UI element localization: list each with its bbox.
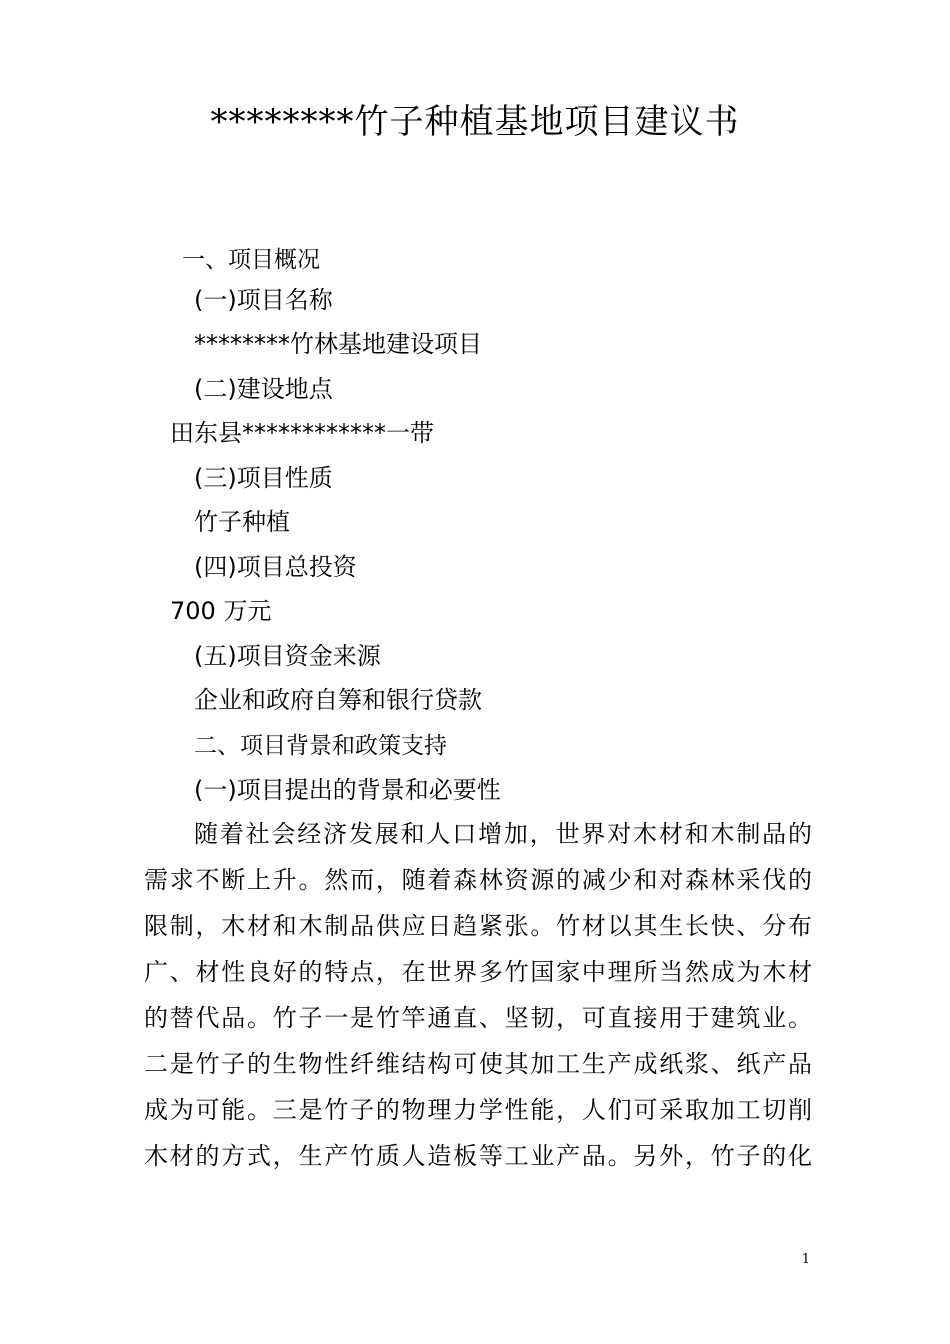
paragraph-line: 限制，木材和木制品供应日趋紧张。竹材以其生长快、分布 xyxy=(144,912,814,940)
item4-label: (四)项目总投资 xyxy=(194,553,357,581)
item1-value: ********竹林基地建设项目 xyxy=(194,330,482,358)
item1-label: (一)项目名称 xyxy=(194,286,333,314)
page-number: 1 xyxy=(801,1252,810,1267)
paragraph-line: 需求不断上升。然而，随着森林资源的减少和对森林采伐的 xyxy=(144,866,814,894)
item5-value: 企业和政府自筹和银行贷款 xyxy=(194,686,482,714)
paragraph-line: 成为可能。三是竹子的物理力学性能，人们可采取加工切削 xyxy=(144,1096,814,1124)
section2-sub1: (一)项目提出的背景和必要性 xyxy=(194,776,501,804)
item3-value: 竹子种植 xyxy=(194,508,290,536)
section2-heading: 二、项目背景和政策支持 xyxy=(194,733,447,759)
paragraph-line: 的替代品。竹子一是竹竿通直、坚韧，可直接用于建筑业。 xyxy=(144,1004,814,1032)
paragraph-line: 二是竹子的生物性纤维结构可使其加工生产成纸浆、纸产品 xyxy=(144,1050,814,1078)
document-title: ********竹子种植基地项目建议书 xyxy=(210,102,740,142)
item3-label: (三)项目性质 xyxy=(194,464,333,492)
paragraph-line: 广、材性良好的特点，在世界多竹国家中理所当然成为木材 xyxy=(144,958,814,986)
paragraph-line: 随着社会经济发展和人口增加，世界对木材和木制品的 xyxy=(194,820,814,848)
item2-value: 田东县************一带 xyxy=(170,419,434,447)
item2-label: (二)建设地点 xyxy=(194,375,333,403)
item5-label: (五)项目资金来源 xyxy=(194,642,381,670)
paragraph-line: 木材的方式，生产竹质人造板等工业产品。另外，竹子的化 xyxy=(144,1142,814,1170)
section1-heading: 一、项目概况 xyxy=(182,247,320,273)
item4-value: 700 万元 xyxy=(170,597,272,625)
